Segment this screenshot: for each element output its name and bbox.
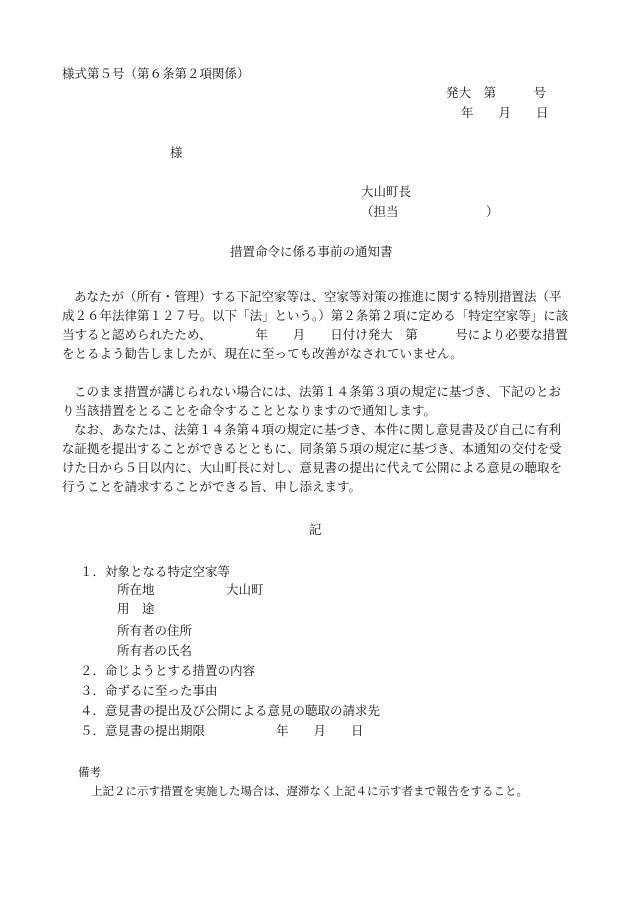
form-number: 様式第５号（第６条第２項関係） (62, 66, 250, 81)
document-number: 発大 第 号 (446, 85, 547, 100)
remarks-label: 備考 (78, 765, 101, 779)
body-paragraph-1: あなたが（所有・管理）する下記空家等は、空家等対策の推進に関する特別措置法（平成２６年法律第１２７号。以下「法」という。）第２条第２項に定める「特定空家等」に該当すると認められたため、 年 月 日付け発大 第 号により必要な措置をとるよう勧告しましたが、現在に至っても改善がなされていません。 (62, 289, 569, 361)
ki-heading: 記 (309, 522, 322, 537)
sender-name: 大山町長 (361, 184, 412, 199)
item-1-location-label: 所在地 (117, 582, 155, 597)
item-3: ３．命ずるに至った事由 (80, 683, 218, 698)
item-5: ５．意見書の提出期限 (80, 723, 206, 738)
body-paragraph-2: このまま措置が講じられない場合には、法第１４条第３項の規定に基づき、下記のとおり当該措置をとることを命令することとなりますので通知します。 (62, 384, 562, 418)
body-paragraph-3: なお、あなたは、法第１４条第４項の規定に基づき、本件に関し意見書及び自己に有利な証拠を提出することができるとともに、同条第５項の規定に基づき、本通知の交付を受けた日から５日以内に、大山町長に対し、意見書の提出に代えて公開による意見の聴取を行うことを請求することができる旨、申し添えます。 (62, 422, 563, 494)
item-1-owner-name: 所有者の氏名 (117, 643, 193, 658)
item-1-use: 用 途 (117, 601, 155, 616)
item-5-date: 年 月 日 (276, 723, 364, 738)
remarks-text: 上記２に示す措置を実施した場合は、遅滞なく上記４に示す者まで報告をすること。 (91, 784, 528, 798)
item-1-location-value: 大山町 (226, 582, 264, 597)
issue-date: 年 月 日 (461, 105, 549, 120)
item-1-owner-address: 所有者の住所 (117, 623, 193, 638)
sender-contact: （担当 ） (361, 204, 499, 219)
item-2: ２．命じようとする措置の内容 (80, 663, 256, 678)
item-4: ４．意見書の提出及び公開による意見の聴取の請求先 (80, 703, 381, 718)
addressee-suffix: 様 (170, 145, 183, 160)
document-title: 措置命令に係る事前の通知書 (230, 244, 393, 259)
item-1: １．対象となる特定空家等 (80, 564, 231, 579)
